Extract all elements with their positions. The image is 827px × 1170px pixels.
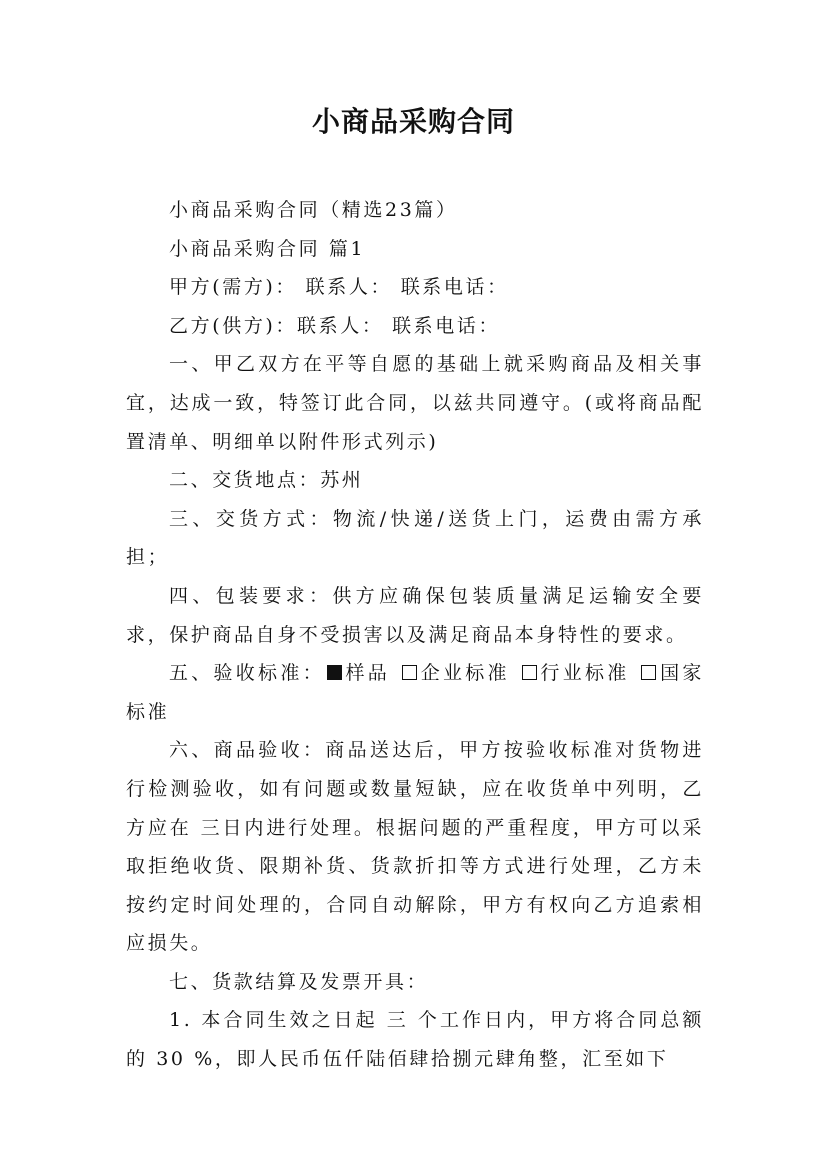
paragraph: 小商品采购合同（精选23篇） (169, 199, 458, 221)
option-label: 企业标准 (420, 662, 510, 685)
option-label: 样品 (344, 662, 391, 685)
document-body (126, 191, 704, 1079)
option-label: 国家标准 (126, 662, 705, 723)
option-label: 行业标准 (539, 662, 630, 685)
paragraph: 三、交货方式：物流/快递/送货上门，运费由需方承担； (126, 507, 704, 569)
paragraph: 乙方(供方)：联系人： 联系电话： (169, 314, 501, 337)
paragraph: 一、甲乙双方在平等自愿的基础上就采购商品及相关事宜，达成一致，特签订此合同，以兹共同遵守。(或将商品配置清单、明细单以附件形式列示) (126, 353, 704, 453)
acceptance-standard-paragraph (126, 654, 704, 731)
unchecked-checkbox-icon (641, 665, 656, 680)
document-title: 小商品采购合同 (311, 105, 515, 138)
unchecked-checkbox-icon (402, 665, 417, 680)
paragraph: 1. 本合同生效之日起 三 个工作日内，甲方将合同总额的 30 %，即人民币伍仟陆佰肆拾捌元肆角整，汇至如下 (126, 1009, 704, 1071)
paragraph: 二、交货地点：苏州 (169, 469, 364, 492)
paragraph: 四、包装要求：供方应确保包装质量满足运输安全要求，保护商品自身不受损害以及满足商品本身特性的要求。 (126, 584, 704, 646)
paragraph: 六、商品验收：商品送达后，甲方按验收标准对货物进行检测验收，如有问题或数量短缺，应在收货单中列明，乙方应在 三日内进行处理。根据问题的严重程度，甲方可以采取拒绝收货、限期补货、货款折扣等方式进行处理，乙方未按约定时间处理的，合同自动解除，甲方有权向乙方追索相应损失。 (126, 739, 704, 955)
checked-checkbox-icon (327, 665, 342, 680)
paragraph: 七、货款结算及发票开具： (169, 970, 429, 993)
paragraph: 甲方(需方)： 联系人： 联系电话： (169, 276, 509, 299)
paragraph: 小商品采购合同 篇1 (169, 237, 366, 260)
unchecked-checkbox-icon (522, 665, 537, 680)
acceptance-label: 五、验收标准： (169, 662, 325, 685)
